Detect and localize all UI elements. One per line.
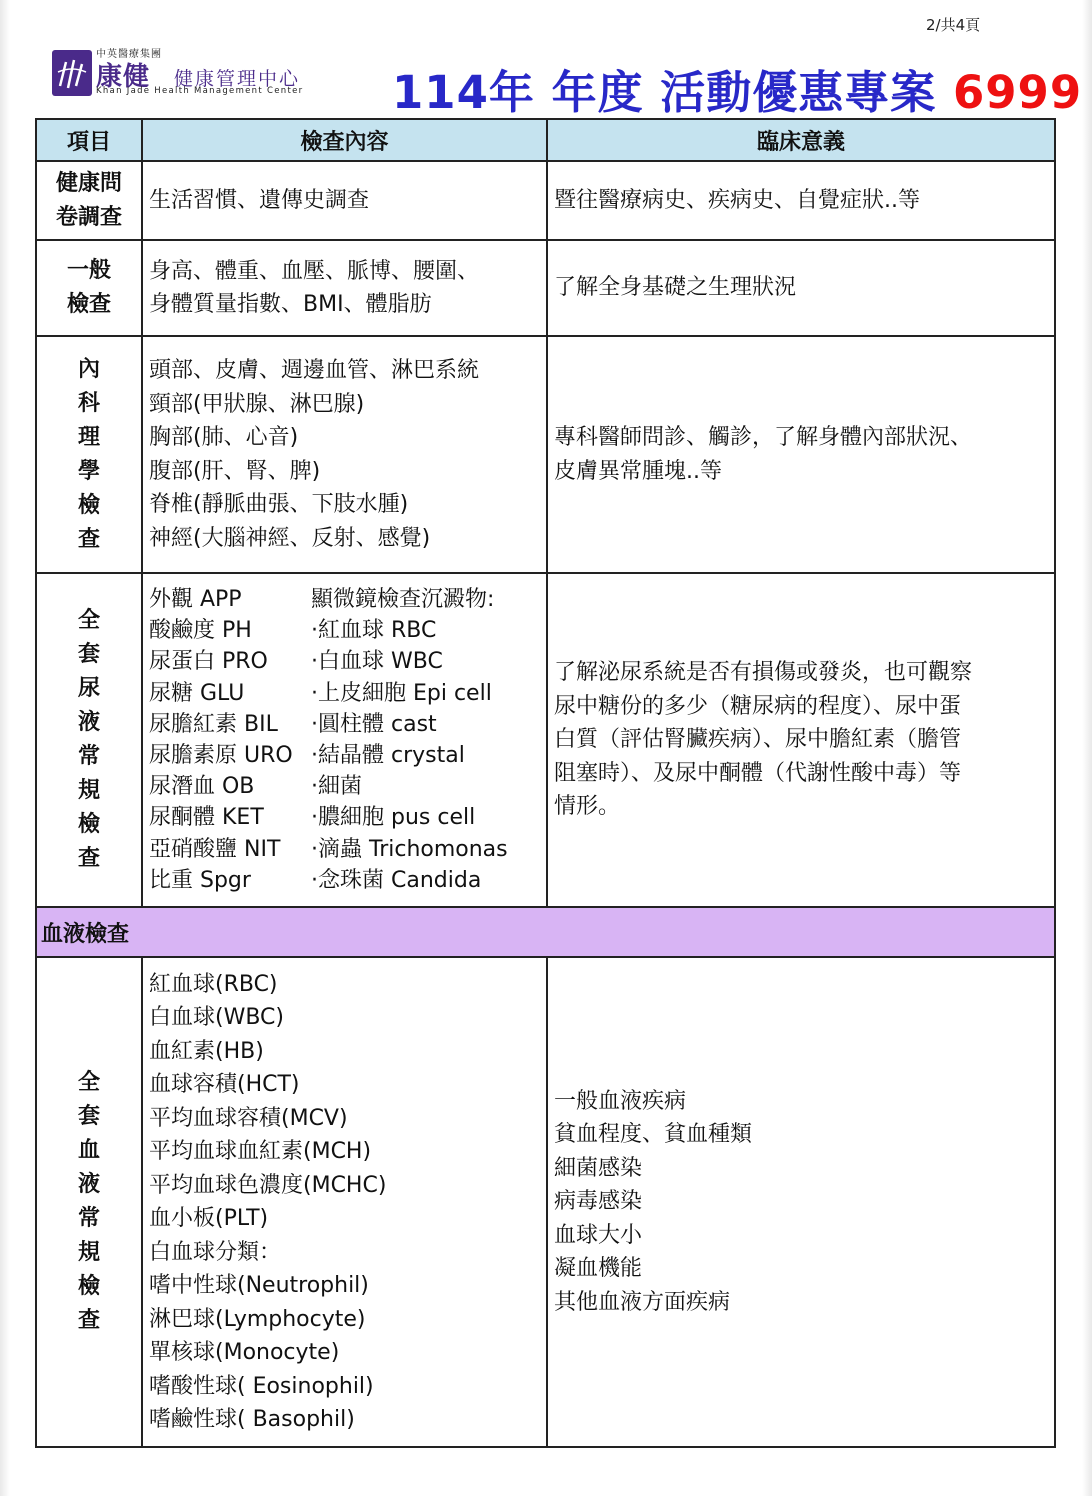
section-title: 血液檢查 — [36, 907, 1055, 957]
row-content: 身高、體重、血壓、脈博、腰圍、 身體質量指數、BMI、體脂肪 — [142, 240, 547, 336]
page-edge-right — [1082, 0, 1092, 1496]
row-content: 頭部、皮膚、週邊血管、淋巴系統 頸部(甲狀腺、淋巴腺) 胸部(肺、心音) 腹部(肝、腎、脾) 脊椎(靜脈曲張、下肢水腫) 神經(大腦神經、反射、感覺) — [142, 336, 547, 573]
row-item-label: 內 科 理 學 檢 查 — [36, 336, 142, 573]
row-item-label: 健康問 卷調查 — [36, 161, 142, 240]
row-content: 生活習慣、遺傳史調查 — [142, 161, 547, 240]
logo-subtitle: 健康管理中心 — [174, 68, 301, 90]
urine-items-left: 外觀 APP 酸鹼度 PH 尿蛋白 PRO 尿糖 GLU 尿膽紅素 BIL 尿膽素原 URO 尿潛血 OB 尿酮體 KET 亞硝酸鹽 NIT 比重 Spgr — [149, 586, 293, 893]
row-meaning: 了解泌尿系統是否有損傷或發炎，也可觀察 尿中糖份的多少（糖尿病的程度）、尿中蛋 白質（評估腎臟疾病）、尿中膽紅素（膽管 阻塞時）、及尿中酮體（代謝性酸中毒）等 情形。 — [547, 573, 1055, 907]
title-price: 6999 — [952, 66, 1083, 119]
header-meaning: 臨床意義 — [547, 119, 1055, 161]
urine-items-right: 顯微鏡檢查沉澱物: ·紅血球 RBC ·白血球 WBC ·上皮細胞 Epi cell ·圓柱體 cast ·結晶體 crystal ·細菌 ·膿細胞 pus cell ·滴蟲 Trichomonas ·念珠菌 Candida — [311, 586, 508, 893]
row-item-label: 全 套 尿 液 常 規 檢 查 — [36, 573, 142, 907]
section-row-blood — [36, 907, 1055, 957]
header-content: 檢查內容 — [142, 119, 547, 161]
row-meaning: 一般血液疾病 貧血程度、貧血種類 細菌感染 病毒感染 血球大小 凝血機能 其他血液方面疾病 — [547, 957, 1055, 1447]
logo-mark-icon — [52, 50, 92, 96]
header-item: 項目 — [36, 119, 142, 161]
title-main: 114年 年度 活動優惠專案 — [392, 66, 953, 119]
table-row — [36, 161, 1055, 240]
page-title — [392, 56, 1082, 121]
row-meaning: 專科醫師問診、觸診，了解身體內部狀況、 皮膚異常腫塊..等 — [547, 336, 1055, 573]
page-edge-left — [0, 0, 10, 1496]
row-meaning: 暨往醫療病史、疾病史、自覺症狀..等 — [547, 161, 1055, 240]
logo-english-name: Khan Jade Health Management Center — [96, 86, 304, 96]
table-row — [36, 573, 1055, 907]
row-item-label: 一般 檢查 — [36, 240, 142, 336]
company-logo — [52, 44, 352, 104]
page-number: 2/共4頁 — [926, 16, 981, 34]
logo-brand-name: 康健 — [96, 62, 151, 92]
exam-table — [35, 118, 1056, 1448]
row-content — [142, 573, 547, 907]
row-meaning: 了解全身基礎之生理狀況 — [547, 240, 1055, 336]
row-item-label: 全 套 血 液 常 規 檢 查 — [36, 957, 142, 1447]
table-row — [36, 957, 1055, 1447]
table-row — [36, 336, 1055, 573]
urine-items — [149, 584, 540, 896]
table-header-row — [36, 119, 1055, 161]
row-content: 紅血球(RBC) 白血球(WBC) 血紅素(HB) 血球容積(HCT) 平均血球容積(MCV) 平均血球血紅素(MCH) 平均血球色濃度(MCHC) 血小板(PLT) 白血球分類： 嗜中性球(Neutrophil) 淋巴球(Lymphocyte) 單核球(Monocyte) 嗜酸性球( Eosinophil) 嗜鹼性球( Basophil) — [142, 957, 547, 1447]
logo-group-name: 中英醫療集團 — [96, 49, 162, 60]
table-row — [36, 240, 1055, 336]
